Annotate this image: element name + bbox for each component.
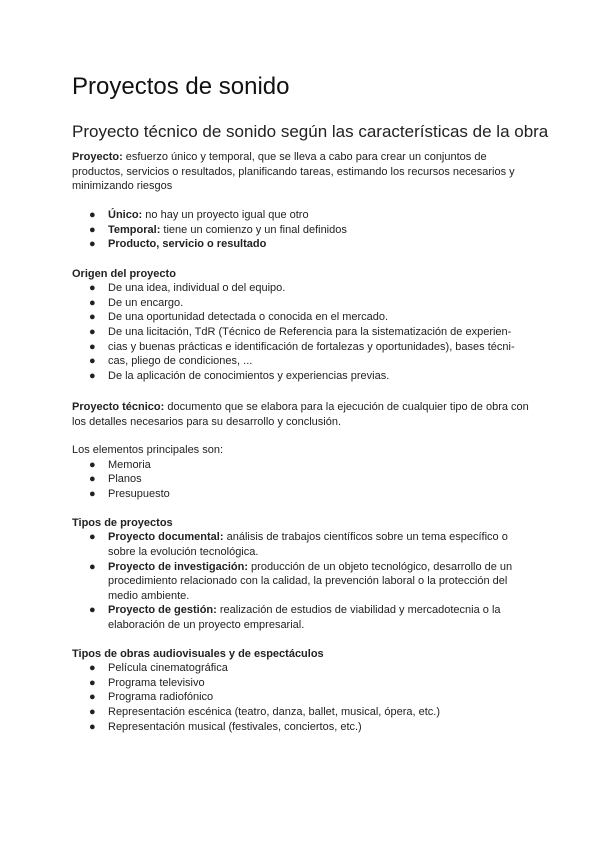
origen-heading: Origen del proyecto xyxy=(72,268,176,280)
obras-heading: Tipos de obras audiovisuales y de espectáculos xyxy=(72,648,324,660)
proyecto-text: esfuerzo único y temporal, que se lleva a cabo para crear un conjuntos de productos, servicios o resultados, planificando tareas, estimando los recursos necesarios y minimizando riesgos xyxy=(72,151,515,193)
tecnico-term: Proyecto técnico: xyxy=(72,401,165,413)
bullet-icon: ● xyxy=(89,531,96,543)
bullet-icon: ● xyxy=(89,370,96,382)
list-item: Proyecto de investigación: producción de un objeto tecnológico, desarrollo de un xyxy=(108,561,513,573)
bullet-icon: ● xyxy=(89,341,96,353)
list-item: De la aplicación de conocimientos y experiencias previas. xyxy=(108,370,390,382)
bullet-icon: ● xyxy=(89,224,96,236)
list-item: Único: no hay un proyecto igual que otro xyxy=(108,209,309,221)
list-item: Película cinematográfica xyxy=(108,662,228,674)
bullet-icon: ● xyxy=(89,326,96,338)
list-item: Proyecto de gestión: realización de estudios de viabilidad y mercadotecnia o la xyxy=(108,604,501,616)
list-item: Programa radiofónico xyxy=(108,691,214,703)
bullet-icon: ● xyxy=(89,459,96,471)
bullet-icon: ● xyxy=(89,691,96,703)
list-item: Producto, servicio o resultado xyxy=(108,238,267,250)
list-item-continued: sobre la evolución tecnológica. xyxy=(108,546,259,558)
bullet-icon: ● xyxy=(89,604,96,616)
list-item: De un encargo. xyxy=(108,297,184,309)
bullet-icon: ● xyxy=(89,209,96,221)
list-item: Programa televisivo xyxy=(108,677,205,689)
bullet-icon: ● xyxy=(89,282,96,294)
bullet-icon: ● xyxy=(89,706,96,718)
tecnico-definition xyxy=(72,400,532,429)
list-item: De una oportunidad detectada o conocida en el mercado. xyxy=(108,311,389,323)
bullet-icon: ● xyxy=(89,311,96,323)
list-item: cas, pliego de condiciones, ... xyxy=(108,355,253,367)
list-item-continued: procedimiento relacionado con la calidad, la prevención laboral o la protección del xyxy=(108,575,508,587)
list-item: Planos xyxy=(108,473,142,485)
list-item: cias y buenas prácticas e identificación de fortalezas y oportunidades), bases técni- xyxy=(108,341,515,353)
list-item: De una licitación, TdR (Técnico de Referencia para la sistematización de experien- xyxy=(108,326,512,338)
list-item: Representación escénica (teatro, danza, ballet, musical, ópera, etc.) xyxy=(108,706,441,718)
tipos-heading: Tipos de proyectos xyxy=(72,517,173,529)
bullet-icon: ● xyxy=(89,662,96,674)
bullet-icon: ● xyxy=(89,677,96,689)
elementos-intro: Los elementos principales son: xyxy=(72,444,224,456)
bullet-icon: ● xyxy=(89,721,96,733)
list-item-continued: elaboración de un proyecto empresarial. xyxy=(108,619,305,631)
bullet-icon: ● xyxy=(89,355,96,367)
list-item: Temporal: tiene un comienzo y un final definidos xyxy=(108,224,347,236)
list-item: Memoria xyxy=(108,459,151,471)
section-subtitle: Proyecto técnico de sonido según las características de la obra xyxy=(72,122,549,141)
tecnico-text: documento que se elabora para la ejecución de cualquier tipo de obra con los detalles necesarios para su desarrollo y conclusión. xyxy=(72,401,529,428)
list-item: Proyecto documental: análisis de trabajos científicos sobre un tema específico o xyxy=(108,531,508,543)
bullet-icon: ● xyxy=(89,297,96,309)
proyecto-definition xyxy=(72,150,532,194)
list-item: De una idea, individual o del equipo. xyxy=(108,282,286,294)
bullet-icon: ● xyxy=(89,238,96,250)
bullet-icon: ● xyxy=(89,561,96,573)
list-item: Representación musical (festivales, conciertos, etc.) xyxy=(108,721,362,733)
page-title: Proyectos de sonido xyxy=(72,73,290,100)
bullet-icon: ● xyxy=(89,488,96,500)
bullet-icon: ● xyxy=(89,473,96,485)
list-item: Presupuesto xyxy=(108,488,170,500)
proyecto-term: Proyecto: xyxy=(72,151,123,163)
list-item-continued: medio ambiente. xyxy=(108,590,190,602)
